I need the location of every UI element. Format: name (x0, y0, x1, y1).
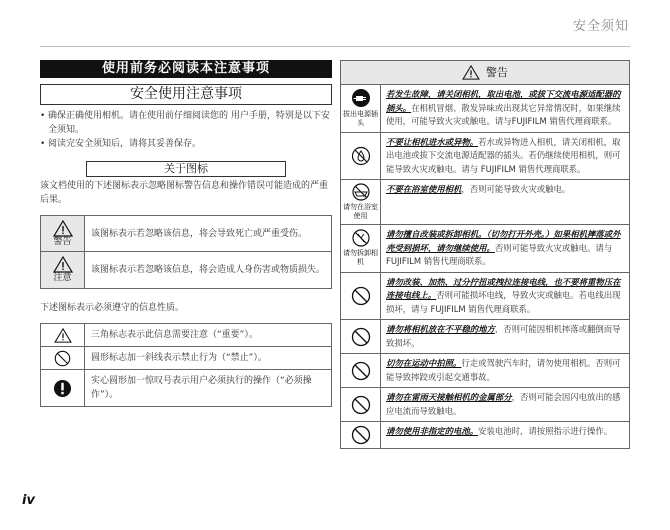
no-water-icon (351, 146, 371, 166)
prohibited-icon (54, 350, 71, 367)
warning-emphasis: 请勿擅自改装或拆卸相机。（切勿打开外壳。）如果相机摔落或外壳受到损坏，请勿继续使用。 (386, 229, 621, 253)
warning-table (340, 60, 630, 449)
warning-body: 否则可能导致火灾或触电。请与 FUJIFILM 销售代理商联系。 (386, 242, 613, 266)
warning-symbol-cell (41, 216, 85, 251)
table-row (341, 133, 629, 181)
table-row (341, 273, 629, 321)
warning-body: 安装电池时，请按照指示进行操作。 (478, 426, 613, 436)
warning-text (381, 133, 629, 180)
warning-text (381, 422, 629, 448)
warning-body: 若水或异物进入相机，请关闭相机，取出电池或拔下交流电源适配器的插头。若仍继续使用相机，则可能导致火灾或触电。请与 FUJIFILM 销售代理商联系。 (386, 136, 621, 174)
warning-text (381, 320, 629, 353)
table-row (341, 180, 629, 225)
warning-emphasis: 不要让相机进水或异物。 (386, 136, 479, 147)
warning-header (341, 61, 629, 85)
warning-text (381, 85, 629, 132)
left-column (40, 60, 332, 407)
running-head: 安全须知 (572, 19, 629, 34)
about-icons-text: 该文档使用的下述图标表示忽略图标警告信息和操作错误可能造成的严重后果。 (40, 181, 329, 205)
icon-cell (341, 85, 381, 132)
mandatory-icon (53, 379, 72, 398)
warning-label: 警告 (53, 236, 72, 247)
no-bath-icon (351, 183, 371, 201)
unplug-icon (351, 88, 371, 108)
icon-cell (341, 225, 381, 272)
caution-label: 注意 (53, 273, 72, 283)
warning-body: 在相机冒烟、散发异味或出现其它异常情况时，如果继续使用，可能导致火灾或触电。请与FUJIFILM 销售代理商联系。 (386, 102, 621, 126)
section-title: 安全使用注意事项 (40, 84, 332, 105)
warning-body: 行走或驾驶汽车时，请勿使用相机。否则可能导致摔跤或引起交通事故。 (386, 358, 621, 382)
page-banner: 使用前务必阅读本注意事项 (40, 60, 332, 78)
table-row (41, 252, 331, 288)
table-row (341, 354, 629, 388)
icon-label: 请勿拆卸相机 (343, 249, 378, 267)
warning-text (381, 180, 629, 224)
warning-emphasis: 请勿将相机放在不平稳的地方 (386, 324, 495, 334)
page-number: iv (22, 493, 35, 508)
warning-emphasis: 请勿在雷雨天接触相机的金属部分 (386, 392, 512, 402)
table-row (41, 347, 331, 370)
prohibited-cell (41, 347, 85, 369)
prohibited-icon (351, 327, 371, 347)
nature-text: 下述图标表示必须遵守的信息性质。 (40, 303, 185, 313)
prohibited-icon (351, 395, 371, 415)
table-row (41, 216, 331, 252)
table-row (41, 324, 331, 347)
table-row (341, 85, 629, 133)
icon-cell (341, 422, 381, 448)
warning-emphasis: 不要在浴室使用相机 (386, 184, 462, 194)
list-item: • 阅读完安全须知后，请将其妥善保存。 (40, 137, 332, 151)
table-row (341, 225, 629, 273)
warning-text (381, 225, 629, 272)
table-row (341, 320, 629, 354)
severity-table (40, 215, 332, 289)
warning-emphasis: 请勿使用非指定的电池。 (386, 426, 479, 436)
table-row (341, 422, 629, 448)
warning-text (381, 273, 629, 320)
prohibited-icon (351, 361, 371, 381)
icon-cell (341, 133, 381, 180)
nature-table (40, 323, 332, 407)
triangle-icon (54, 328, 72, 343)
icon-cell (341, 388, 381, 421)
warning-triangle-icon (53, 220, 73, 237)
warning-header-label: 警告 (486, 65, 508, 79)
caution-triangle-icon (53, 256, 73, 273)
warning-emphasis: 若发生故障，请关闭相机，取出电池，或拔下交流电源适配器的插头。 (386, 89, 621, 113)
icon-label: 拔出电源插头 (343, 110, 378, 128)
warning-emphasis: 请勿改装、加热、过分拧扭或拽拉连接电线，也不要将重物压在连接电线上。 (386, 276, 621, 300)
prohibited-description: 圆形标志加一斜线表示禁止行为（“禁止”）。 (91, 353, 267, 363)
icon-cell (341, 273, 381, 320)
warning-triangle-icon (462, 65, 480, 80)
caution-symbol-cell (41, 252, 85, 288)
warning-body: ，否则可能会因闪电放出的感应电流而导致触电。 (386, 392, 621, 416)
mandatory-cell (41, 370, 85, 406)
prohibited-icon (351, 425, 371, 445)
icon-cell (341, 180, 381, 224)
about-icons-heading: 关于图标 (86, 161, 286, 177)
warning-body: ，否则可能导致火灾或触电。 (461, 184, 571, 194)
caution-description: 该图标表示若忽略该信息，将会造成人身伤害或物质损失。 (91, 265, 326, 275)
warning-text (381, 388, 629, 421)
list-item: • 确保正确使用相机。请在使用前仔细阅读您的 用户手册，特别是以下安全须知。 (40, 109, 332, 137)
mandatory-description: 实心圆形加一惊叹号表示用户必须执行的操作（“必须操作”）。 (91, 376, 312, 400)
warning-body: 否则可能损坏电线，导致火灾或触电。若电线出现损坏，请与 FUJIFILM 销售代理商联系。 (386, 290, 621, 314)
no-disassemble-icon (351, 229, 371, 247)
icon-label: 请勿在浴室使用 (343, 203, 378, 220)
intro-bullets (40, 109, 332, 151)
triangle-description: 三角标志表示此信息需要注意（“重要”）。 (91, 330, 258, 340)
warning-text (381, 354, 629, 387)
triangle-cell (41, 324, 85, 346)
prohibited-icon (351, 286, 371, 306)
table-row (341, 388, 629, 422)
warning-emphasis: 切勿在运动中拍照。 (386, 358, 462, 368)
icon-cell (341, 320, 381, 353)
header-rule (40, 46, 630, 47)
warning-body: ，否则可能因相机摔落或翻倒而导致损坏。 (386, 324, 621, 348)
warning-description: 该图标表示若忽略该信息，将会导致死亡或严重受伤。 (91, 228, 308, 239)
icon-cell (341, 354, 381, 387)
table-row (41, 370, 331, 406)
